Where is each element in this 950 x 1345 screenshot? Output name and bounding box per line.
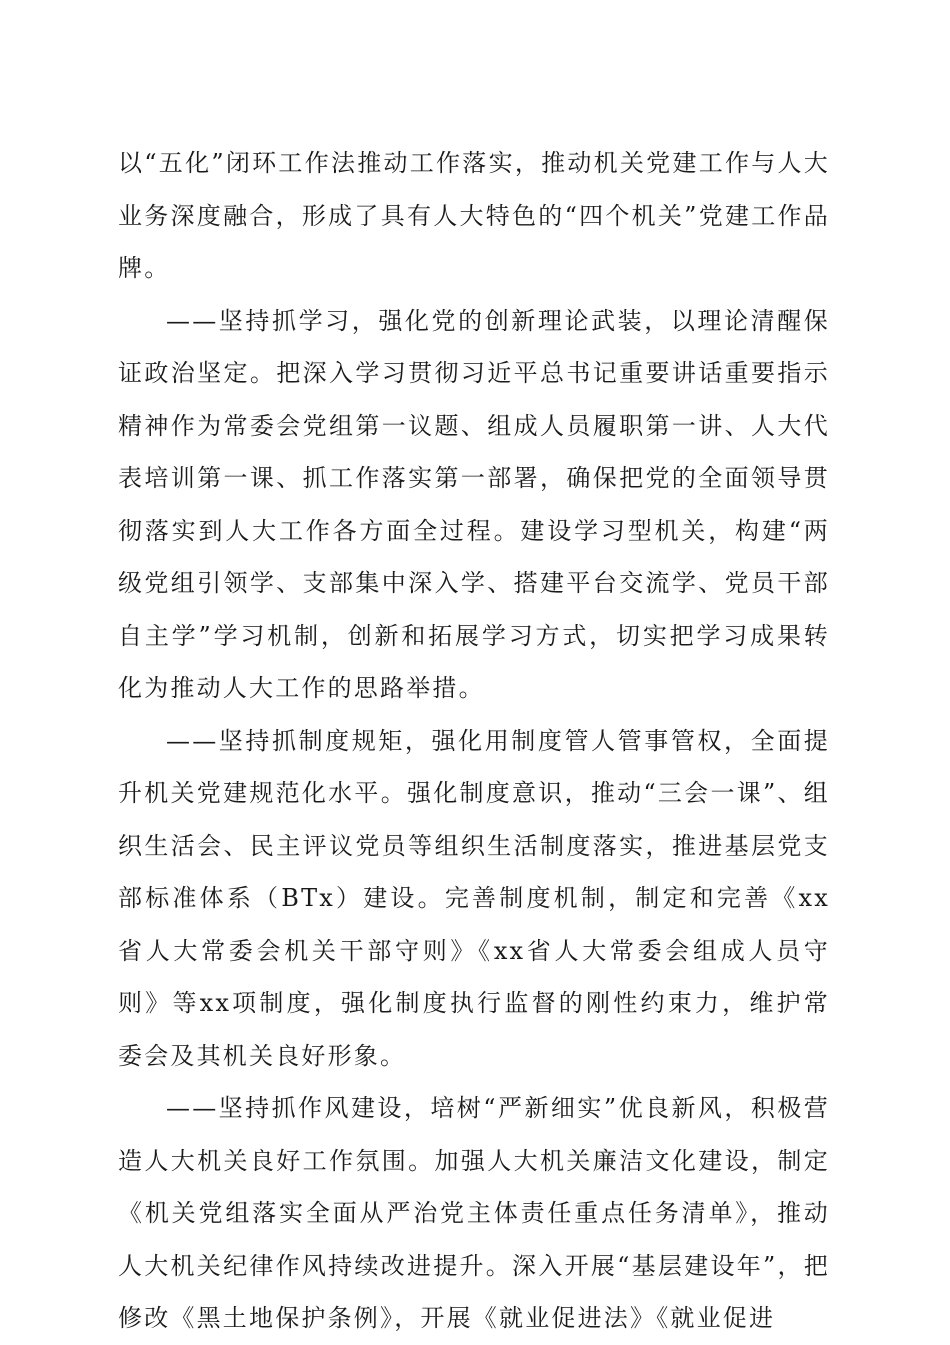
paragraph-work-style: ——坚持抓作风建设，培树“严新细实”优良新风，积极营造人大机关良好工作氛围。加强人大机关廉洁文化建设，制定《机关党组落实全面从严治党主体责任重点任务清单》，推动人大机关纪律作风持续改进提升。深入开展“基层建设年”，把修改《黑土地保护条例》，开展《就业促进法》《就业促进 [118,1094,830,1332]
paragraph-rules: ——坚持抓制度规矩，强化用制度管人管事管权，全面提升机关党建规范化水平。强化制度意识，推动“三会一课”、组织生活会、民主评议党员等组织生活制度落实，推进基层党支部标准体系（BTx）建设。完善制度机制，制定和完善《xx省人大常委会机关干部守则》《xx省人大常委会组成人员守则》等xx项制度，强化制度执行监督的刚性约束力，维护常委会及其机关良好形象。 [118,726,830,1070]
document-body [118,137,830,1345]
paragraph-intro-continuation: 以“五化”闭环工作法推动工作落实，推动机关党建工作与人大业务深度融合，形成了具有人大特色的“四个机关”党建工作品牌。 [118,149,830,282]
paragraph-study: ——坚持抓学习，强化党的创新理论武装，以理论清醒保证政治坚定。把深入学习贯彻习近平总书记重要讲话重要指示精神作为常委会党组第一议题、组成人员履职第一讲、人大代表培训第一课、抓工作落实第一部署，确保把党的全面领导贯彻落实到人大工作各方面全过程。建设学习型机关，构建“两级党组引领学、支部集中深入学、搭建平台交流学、党员干部自主学”学习机制，创新和拓展学习方式，切实把学习成果转化为推动人大工作的思路举措。 [118,306,830,702]
